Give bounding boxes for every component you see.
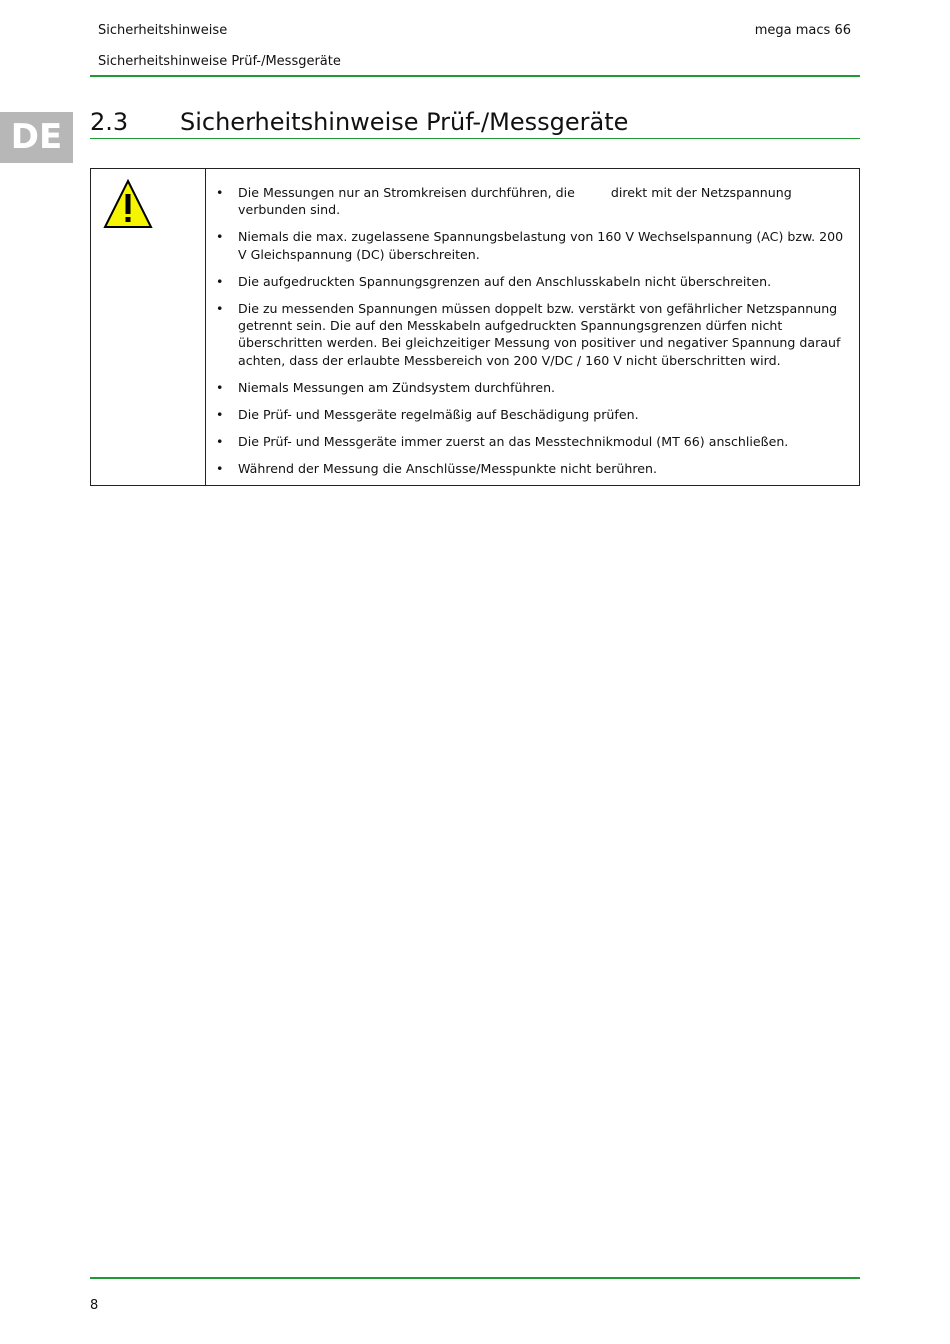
- list-item: • Niemals die max. zugelassene Spannungsbelastung von 160 V Wechselspannung (AC) bzw. 200 V Gleichspannung (DC) überschreiten.: [216, 229, 844, 262]
- list-item: • Während der Messung die Anschlüsse/Messpunkte nicht berühren.: [216, 461, 658, 477]
- warning-icon-cell: [91, 169, 206, 485]
- list-item: • Die Prüf- und Messgeräte regelmäßig auf Beschädigung prüfen.: [216, 407, 639, 423]
- section-heading: [90, 106, 860, 139]
- header-rule: [90, 75, 860, 77]
- header-product: mega macs 66: [754, 23, 851, 38]
- list-item: • Niemals Messungen am Zündsystem durchführen.: [216, 379, 556, 395]
- section-number: 2.3: [90, 108, 129, 136]
- header-chapter: Sicherheitshinweise: [98, 23, 228, 38]
- list-item: • Die Messungen nur an Stromkreisen durchführen, die direkt mit der Netzspannung verbunden sind.: [216, 185, 792, 218]
- list-item: • Die zu messenden Spannungen müssen doppelt bzw. verstärkt von gefährlicher Netzspannung getrennt sein. Die auf den Messkabeln aufgedruckten Spannungsgrenzen dürfen nicht überschritten werden. Bei gleichzeitiger Messung von positiver und negativer Spannung darauf achten, dass der erlaubte Messbereich von 200 V/DC / 160 V nicht überschritten wird.: [216, 301, 841, 368]
- warning-triangle-icon: [103, 179, 153, 229]
- warning-list: [207, 184, 853, 478]
- list-item: • Die aufgedruckten Spannungsgrenzen auf den Anschlusskabeln nicht überschreiten.: [216, 273, 772, 289]
- footer-rule: [90, 1277, 860, 1279]
- warning-box: [90, 168, 860, 486]
- list-item: • Die Prüf- und Messgeräte immer zuerst an das Messtechnikmodul (MT 66) anschließen.: [216, 434, 789, 450]
- warning-text: [207, 169, 859, 488]
- header-section: Sicherheitshinweise Prüf-/Messgeräte: [98, 54, 341, 69]
- page-number: 8: [90, 1298, 99, 1313]
- language-tab: DE: [0, 112, 73, 163]
- section-title: Sicherheitshinweise Prüf-/Messgeräte: [180, 108, 629, 136]
